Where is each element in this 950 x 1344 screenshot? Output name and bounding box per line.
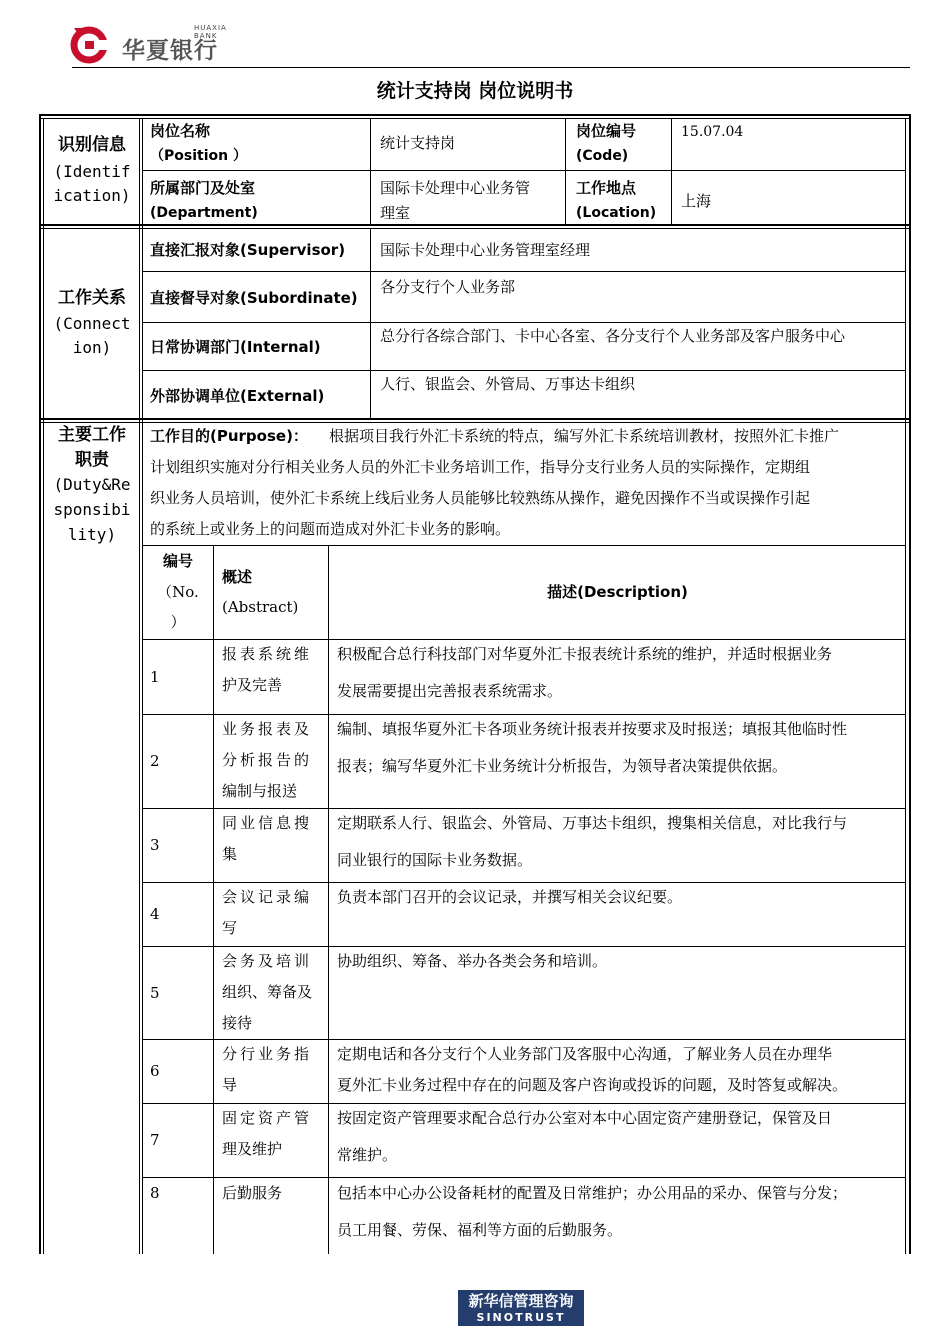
duty-description: 同业银行的国际卡业务数据。 xyxy=(337,851,533,869)
duty-section-label-line-2: 职责 xyxy=(75,450,109,470)
identification-section-label-en-1: (Identif xyxy=(53,162,131,181)
duty-abstract: 报表系统维 xyxy=(222,645,313,663)
bank-name-cn: 华夏银行 xyxy=(122,38,218,64)
duty-description: 夏外汇卡业务过程中存在的问题及客户咨询或投诉的问题，及时答复或解决。 xyxy=(337,1076,848,1094)
duty-abstract: 会务及培训 xyxy=(222,952,313,970)
document-title: 统计支持岗 岗位说明书 xyxy=(376,80,574,102)
duty-no: 7 xyxy=(150,1131,160,1149)
connection-section-label: 工作关系 xyxy=(58,288,126,308)
duty-description: 员工用餐、劳保、福利等方面的后勤服务。 xyxy=(337,1221,623,1239)
location-label: 工作地点 xyxy=(576,179,637,197)
duty-abstract: 业务报表及 xyxy=(222,720,313,738)
duty-no: 2 xyxy=(150,752,160,770)
purpose-line: 计划组织实施对分行相关业务人员的外汇卡业务培训工作，指导分支行业务人员的实际操作，定期组 xyxy=(150,458,811,476)
department-value-line-1: 国际卡处理中心业务管 xyxy=(380,179,531,197)
subordinate-value: 各分支行个人业务部 xyxy=(380,278,516,296)
duty-abstract: 会议记录编 xyxy=(222,888,313,906)
duty-description: 编制、填报华夏外汇卡各项业务统计报表并按要求及时报送；填报其他临时性 xyxy=(337,720,848,738)
purpose-line: 的系统上或业务上的问题而造成对外汇卡业务的影响。 xyxy=(150,520,511,538)
internal-value: 总分行各综合部门、卡中心各室、各分支行个人业务部及客户服务中心 xyxy=(380,327,846,345)
duty-no: 6 xyxy=(150,1062,160,1080)
location-label-en: (Location) xyxy=(576,205,657,221)
location-value: 上海 xyxy=(681,192,712,210)
department-label: 所属部门及处室 xyxy=(150,179,256,197)
duty-description: 包括本中心办公设备耗材的配置及日常维护；办公用品的采办、保管与分发； xyxy=(337,1184,848,1202)
purpose-line: 织业务人员培训，使外汇卡系统上线后业务人员能够比较熟练从操作，避免因操作不当或误操作引起 xyxy=(150,489,811,507)
duty-no: 3 xyxy=(150,836,160,854)
duty-abstract: 固定资产管 xyxy=(222,1109,313,1127)
connection-section-label-en-2: ion) xyxy=(72,338,112,357)
position-label-en: （Position ） xyxy=(150,148,247,164)
header-description: 描述(Description) xyxy=(547,583,688,601)
bank-name-en: HUAXIA BANK xyxy=(194,24,227,40)
duty-abstract: 编制与报送 xyxy=(222,782,298,800)
identification-section-label: 识别信息 xyxy=(58,135,126,155)
duty-abstract: 分析报告的 xyxy=(222,751,313,769)
sinotrust-name-cn: 新华信管理咨询 xyxy=(468,1292,574,1310)
internal-label: 日常协调部门(Internal) xyxy=(150,338,321,356)
department-label-en: (Department) xyxy=(150,205,258,221)
subordinate-label: 直接督导对象(Subordinate) xyxy=(150,289,358,307)
identification-section-label-en-2: ication) xyxy=(53,186,131,205)
duty-description: 常维护。 xyxy=(337,1146,398,1164)
code-value: 15.07.04 xyxy=(681,124,744,140)
duty-abstract: 后勤服务 xyxy=(222,1184,283,1202)
duty-section-label-en-1: (Duty&Re xyxy=(53,475,131,494)
duty-abstract: 集 xyxy=(222,845,238,863)
purpose-label: 工作目的(Purpose)： xyxy=(150,427,308,445)
code-label: 岗位编号 xyxy=(576,122,637,140)
sinotrust-name-en: SINOTRUST xyxy=(476,1311,566,1324)
position-label: 岗位名称 xyxy=(150,122,211,140)
header-abstract-line-2: (Abstract) xyxy=(222,598,299,616)
duty-no: 1 xyxy=(150,668,160,686)
duty-abstract: 分行业务指 xyxy=(222,1045,313,1063)
header-rule xyxy=(72,67,910,68)
duty-abstract: 接待 xyxy=(222,1014,253,1032)
header-no-line-1: 编号 xyxy=(162,552,193,570)
supervisor-value: 国际卡处理中心业务管理室经理 xyxy=(380,241,591,259)
duty-section-label-en-2: sponsibi xyxy=(53,500,131,519)
duty-description: 按固定资产管理要求配合总行办公室对本中心固定资产建册登记，保管及日 xyxy=(337,1109,833,1127)
duty-abstract: 护及完善 xyxy=(222,676,283,694)
duty-abstract: 理及维护 xyxy=(222,1140,283,1158)
duty-no: 4 xyxy=(150,905,160,923)
duty-description: 报表；编写华夏外汇卡业务统计分析报告，为领导者决策提供依据。 xyxy=(337,757,788,775)
duty-no: 8 xyxy=(150,1184,160,1202)
duty-description: 负责本部门召开的会议记录，并撰写相关会议纪要。 xyxy=(337,888,683,906)
duty-section-label-en-3: lity) xyxy=(67,525,117,544)
purpose-line: 根据项目我行外汇卡系统的特点，编写外汇卡系统培训教材，按照外汇卡推广 xyxy=(329,427,840,445)
external-value: 人行、银监会、外管局、万事达卡组织 xyxy=(380,375,636,393)
connection-section-label-en-1: (Connect xyxy=(53,314,131,333)
duty-section-label-line-1: 主要工作 xyxy=(58,425,126,445)
sinotrust-logo xyxy=(458,1290,584,1326)
header-no-line-2: （No. xyxy=(157,583,199,601)
position-value: 统计支持岗 xyxy=(380,134,456,152)
duty-abstract: 同业信息搜 xyxy=(222,814,313,832)
code-label-en: (Code) xyxy=(576,148,629,164)
duty-description: 定期联系人行、银监会、外管局、万事达卡组织，搜集相关信息，对比我行与 xyxy=(337,814,848,832)
header-no-line-3: ） xyxy=(170,613,186,631)
duty-description: 积极配合总行科技部门对华夏外汇卡报表统计系统的维护，并适时根据业务 xyxy=(337,645,833,663)
duty-description: 定期电话和各分支行个人业务部门及客服中心沟通，了解业务人员在办理华 xyxy=(337,1045,833,1063)
job-description-table xyxy=(39,114,911,1254)
duty-no: 5 xyxy=(150,984,160,1002)
external-label: 外部协调单位(External) xyxy=(150,387,325,405)
duty-abstract: 写 xyxy=(222,919,238,937)
huaxia-bank-logo-icon xyxy=(70,26,112,64)
duty-abstract: 组织、筹备及 xyxy=(222,983,313,1001)
header-abstract-line-1: 概述 xyxy=(222,568,253,586)
department-value-line-2: 理室 xyxy=(380,204,411,222)
supervisor-label: 直接汇报对象(Supervisor) xyxy=(150,241,346,259)
duty-abstract: 导 xyxy=(222,1076,238,1094)
duty-description: 发展需要提出完善报表系统需求。 xyxy=(337,682,563,700)
duty-description: 协助组织、筹备、举办各类会务和培训。 xyxy=(337,952,608,970)
bank-logo xyxy=(70,22,240,66)
